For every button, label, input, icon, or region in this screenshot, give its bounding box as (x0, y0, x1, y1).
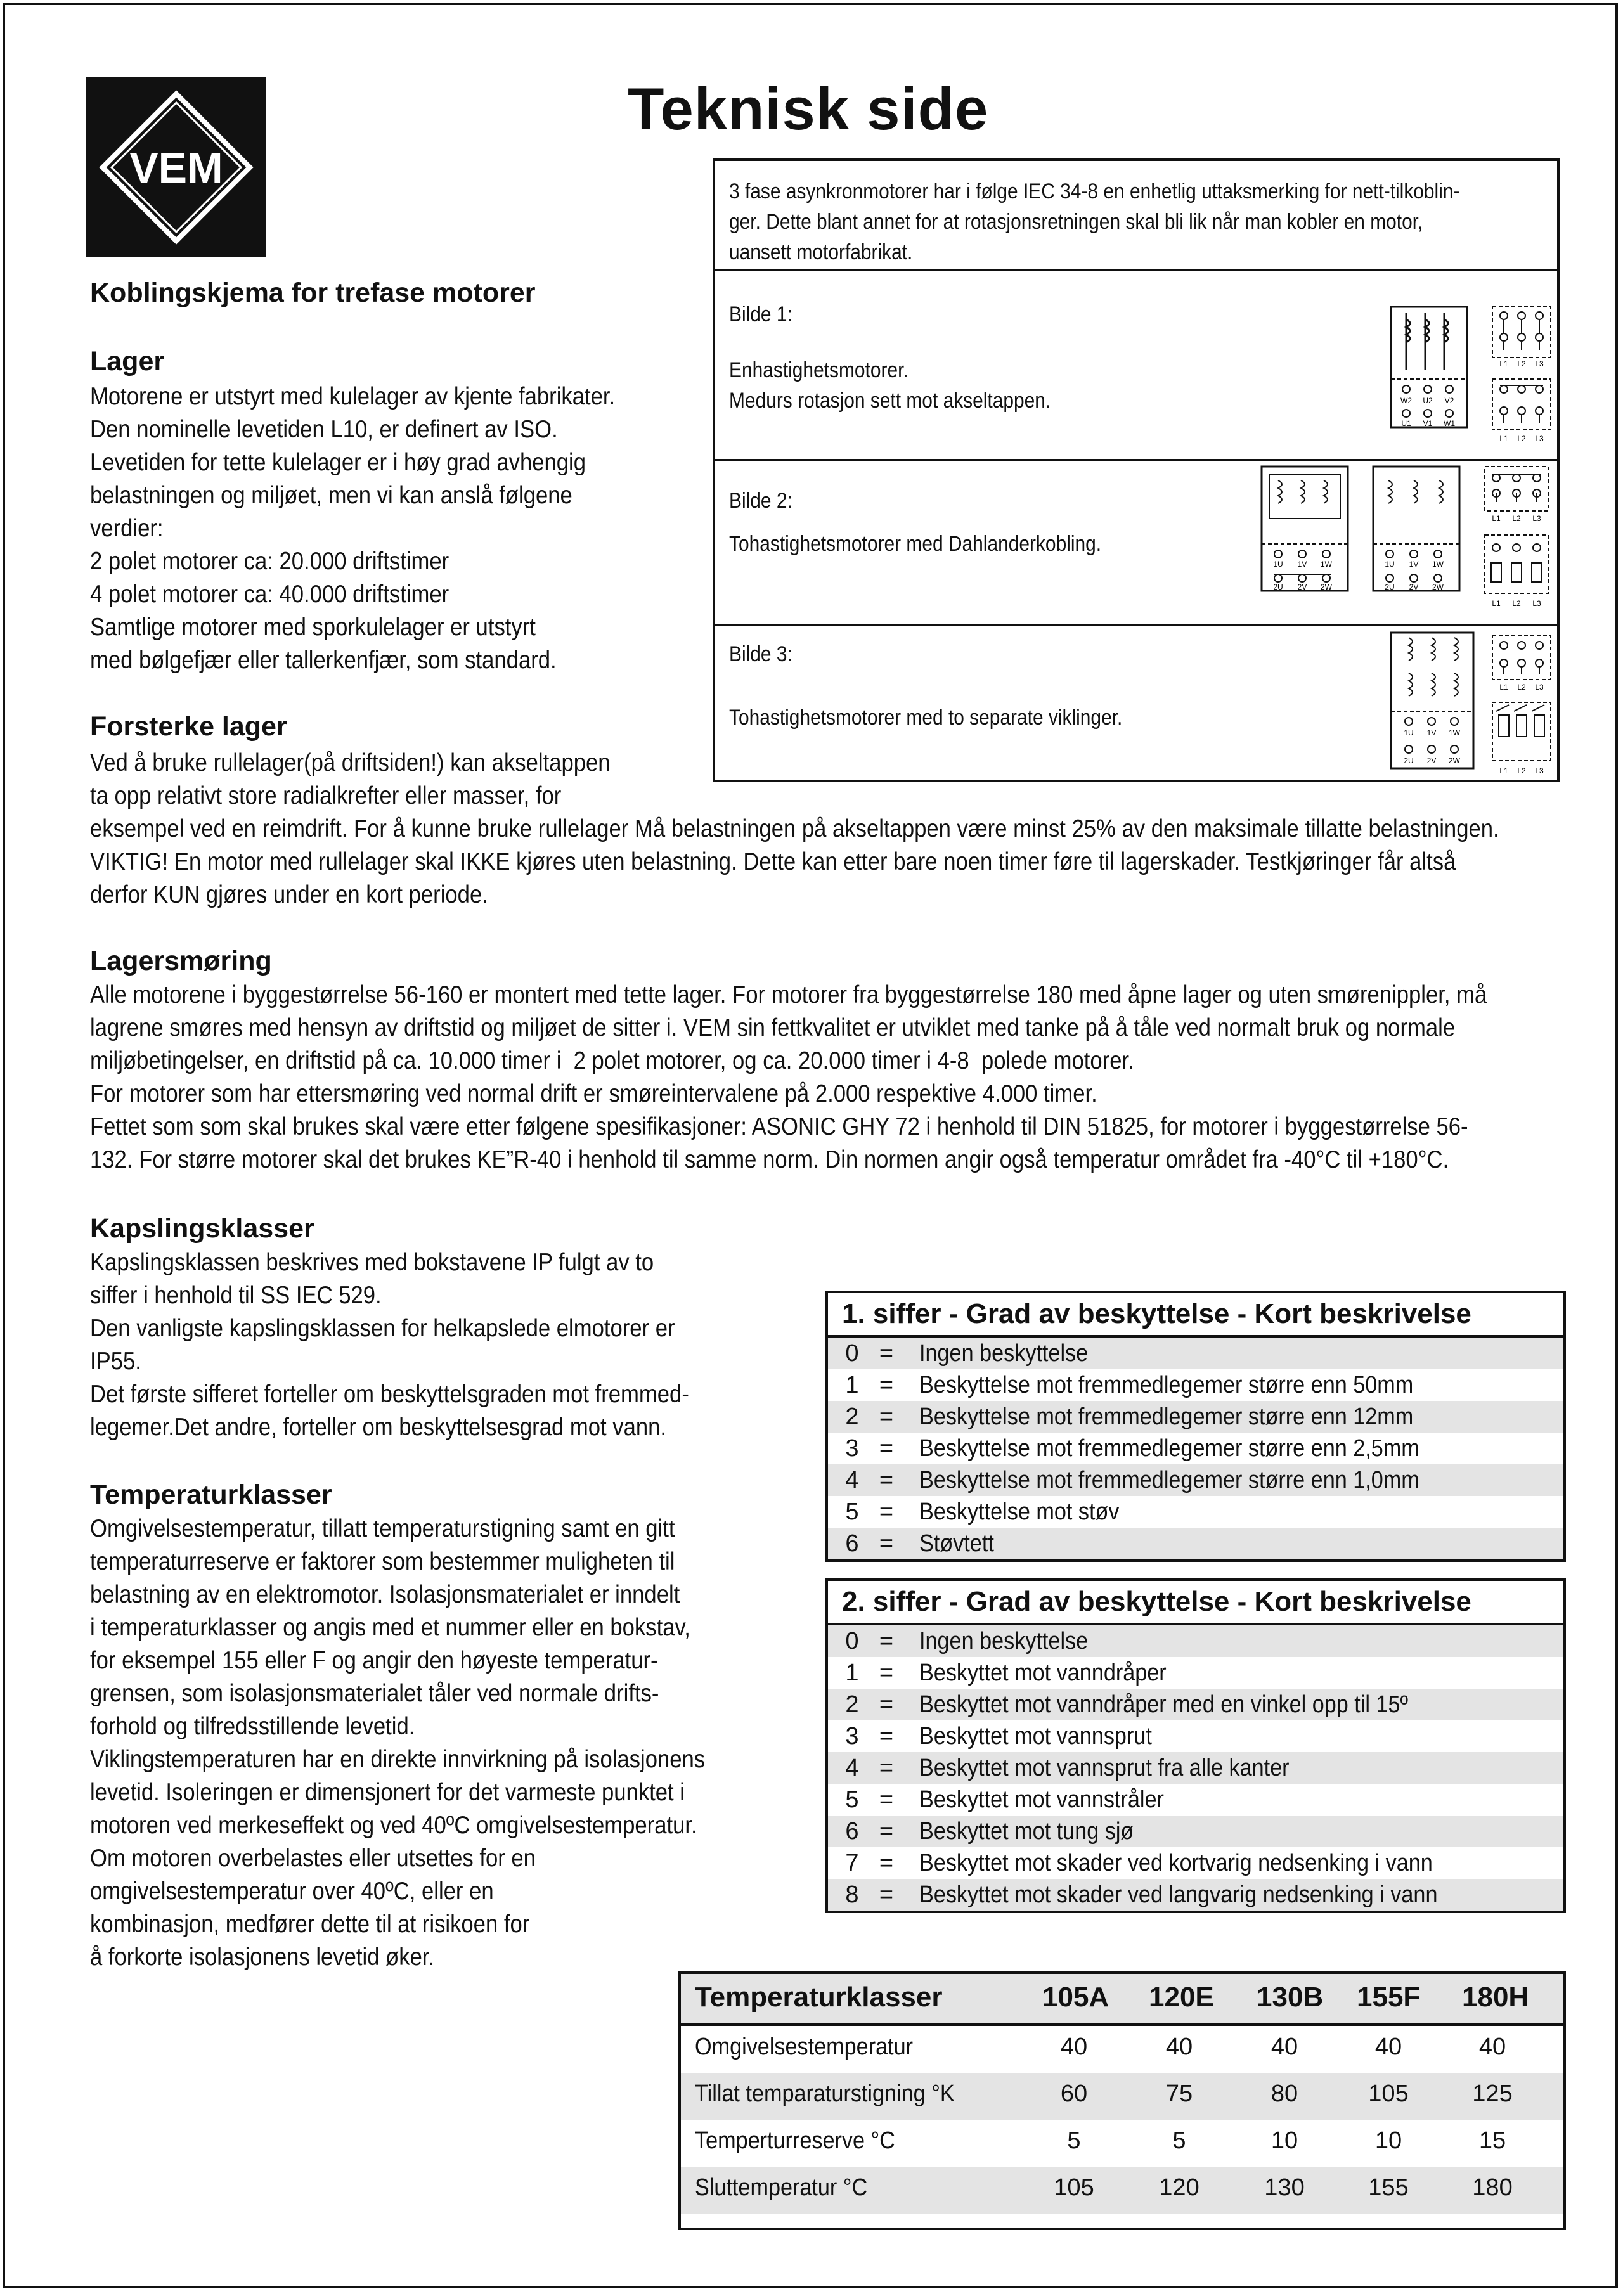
table-row: 0 = Ingen beskyttelse (828, 1338, 1563, 1369)
table-row: 4 = Beskyttelse mot fremmedlegemer større enn 1,0mm (828, 1464, 1563, 1496)
vem-logo (86, 77, 266, 257)
bilde3-text: Tohastighetsmotorer med to separate viklinger. (729, 706, 1123, 730)
table-row: 2 = Beskyttelse mot fremmedlegemer større enn 12mm (828, 1401, 1563, 1433)
kapsling-heading: Kapslingsklasser (90, 1213, 314, 1244)
line-label: L2 (1517, 434, 1526, 443)
temperatur-heading: Temperaturklasser (90, 1480, 332, 1510)
table-row: 1 = Beskyttelse mot fremmedlegemer større enn 50mm (845, 1372, 1414, 1398)
kapsling-text: Kapslingsklassen beskrives med bokstavene IP fulgt av to siffer i henhold til SS IEC 529. Den vanligste kapslingsklassen for helkapslede elmotorer er IP55. Det første sifferet forteller om beskyttelsgraden mot fremmed- legemer.Det andre, forteller om beskyttelsesgrad mot vann. (90, 1249, 689, 1441)
line-label: L1 (1499, 766, 1508, 775)
line-label: L3 (1535, 434, 1544, 443)
line-label: L1 (1499, 359, 1508, 368)
box-divider (715, 269, 1557, 271)
terminal-label: 1V (1409, 560, 1419, 569)
intro-text: 3 fase asynkronmotorer har i følge IEC 34-8 en enhetlig uttaksmerking for nett-tilkoblin- ger. Dette blant annet for at rotasjonsretningen skal bli lik når man kobler en motor, uansett motorfabrikat. (729, 179, 1460, 264)
line-label: L2 (1512, 599, 1521, 608)
table-row: Sluttemperatur °C 105 120 130 155 180 (681, 2167, 1563, 2214)
box-divider (715, 624, 1557, 626)
table-row: 6 = Beskyttet mot tung sjø (828, 1816, 1563, 1847)
column-header: 130B (1257, 1982, 1324, 2013)
table-row: 7 = Beskyttet mot skader ved kortvarig nedsenking i vann (845, 1850, 1433, 1876)
line-label: L2 (1517, 683, 1526, 692)
column-header: 155F (1357, 1982, 1421, 2013)
box-divider (715, 459, 1557, 461)
terminal-label: 2V (1409, 583, 1419, 591)
line-label: L2 (1517, 359, 1526, 368)
table-row: 4 = Beskyttet mot vannsprut fra alle kanter (828, 1752, 1563, 1784)
connection-info-box (713, 158, 1560, 782)
line-label: L1 (1492, 514, 1501, 523)
siffer2-heading: 2. siffer - Grad av beskyttelse - Kort beskrivelse (828, 1581, 1563, 1625)
logo-text: VEM (129, 144, 223, 192)
terminal-label: 2U (1385, 583, 1395, 591)
bilde2-text: Tohastighetsmotorer med Dahlanderkobling. (729, 532, 1102, 556)
table-row: 6 = Støvtett (828, 1528, 1563, 1559)
line-label: L2 (1517, 766, 1526, 775)
terminal-label: 1V (1426, 728, 1437, 737)
terminal-label: 1U (1273, 560, 1283, 569)
table-header (681, 1974, 1563, 2026)
line-label: L3 (1535, 683, 1544, 692)
table-row: 5 = Beskyttelse mot støv (845, 1499, 1120, 1525)
temperatur-text: Omgivelsestemperatur, tillatt temperaturstigning samt en gitt temperaturreserve er faktorer som bestemmer muligheten til belastning av en elektromotor. Isolasjonsmaterialet er inndelt i temperaturklasser og angis med et nummer eller en bokstav, for eksempel 155 eller F og angir den høyeste temperatur- grensen, som isolasjonsmaterialet tåler ved normale drifts- forhold og tilfredsstillende levetid. Viklingstemperaturen har en direkte innvirkning på isolasjonens levetid. Isoleringen er dimensjonert for det varmeste punktet i motoren ved merkeseffekt og ved 40ºC omgivelsestemperatur. Om motoren overbelastes eller utsettes for en omgivelsestemperatur over 40ºC, eller en kombinasjon, medfører dette til at risikoen for å forkorte isolasjonens levetid øker. (90, 1515, 706, 1971)
terminal-label: 1U (1385, 560, 1395, 569)
smoring-heading: Lagersmøring (90, 946, 272, 976)
siffer1-heading: 1. siffer - Grad av beskyttelse - Kort beskrivelse (828, 1293, 1563, 1338)
terminal-label: V1 (1423, 419, 1433, 428)
terminal-label: 2V (1297, 583, 1307, 591)
table-row: Tillat temparaturstigning °K 60 75 80 105 125 (681, 2073, 1563, 2120)
line-label: L1 (1499, 434, 1508, 443)
table-row: 8 = Beskyttet mot skader ved langvarig nedsenking i vann (828, 1879, 1563, 1911)
terminal-label: 1W (1449, 728, 1460, 737)
line-label: L3 (1532, 514, 1541, 523)
terminal-label: 2V (1426, 756, 1437, 765)
smoring-text: Alle motorene i byggestørrelse 56-160 er montert med tette lager. For motorer fra byggestørrelse 180 med åpne lager og uten smørenippler, må lagrene smøres med hensyn av driftstid og miljøet de sitter i. VEM sin fettkvalitet er utviklet med tanke på å tåle ved normalt bruk og normale miljøbetingelser, en driftstid på ca. 10.000 timer i 2 polet motorer, og ca. 20.000 timer i 4-8 polede motorer. For motorer som har ettersmøring ved normal drift er smøreintervalene på 2.000 respektive 4.000 timer. Fettet som som skal brukes skal være etter følgene spesifikasjoner: ASONIC GHY 72 i henhold til DIN 51825, for motorer i byggestørrelse 56- 132. For større motorer skal det brukes KE”R-40 i henhold til samme norm. Din normen angir også temperatur området fra -40°C til +180°C. (90, 981, 1487, 1173)
line-label: L3 (1532, 599, 1541, 608)
column-header: Temperaturklasser (695, 1982, 943, 2013)
siffer1-table (825, 1291, 1566, 1562)
terminal-label: U1 (1401, 419, 1411, 428)
column-header: 105A (1042, 1982, 1109, 2013)
terminal-label: 2U (1273, 583, 1283, 591)
column-header: 180H (1462, 1982, 1529, 2013)
table-row: 2 = Beskyttet mot vanndråper med en vinkel opp til 15º (828, 1689, 1563, 1720)
line-label: L3 (1535, 766, 1544, 775)
column-header: 120E (1149, 1982, 1214, 2013)
bilde1-label: Bilde 1: (729, 302, 792, 326)
terminal-label: 2W (1321, 583, 1332, 591)
terminal-label: W2 (1400, 396, 1412, 405)
lager-heading: Lager (90, 346, 165, 377)
line-label: L3 (1535, 359, 1544, 368)
bilde2-dahlander-diagram (1255, 461, 1560, 620)
terminal-label: 1U (1404, 728, 1414, 737)
table-row: Temperturreserve °C 5 5 10 10 15 (695, 2127, 1506, 2154)
terminal-label: 1W (1432, 560, 1444, 569)
table-row: 1 = Beskyttet mot vanndråper (845, 1660, 1167, 1686)
table-row: 5 = Beskyttet mot vannstråler (845, 1786, 1164, 1813)
terminal-label: 2W (1449, 756, 1460, 765)
terminal-label: W1 (1444, 419, 1455, 428)
terminal-label: 1W (1321, 560, 1332, 569)
table-row: 3 = Beskyttelse mot fremmedlegemer større enn 2,5mm (845, 1435, 1419, 1462)
table-row: 0 = Ingen beskyttelse (828, 1625, 1563, 1657)
lager-text: Motorene er utstyrt med kulelager av kjente fabrikater. Den nominelle levetiden L10, er definert av ISO. Levetiden for tette kulelager er i høy grad avhengig belastningen og miljøet, men vi kan anslå følgene verdier: 2 polet motorer ca: 20.000 driftstimer 4 polet motorer ca: 40.000 driftstimer Samtlige motorer med sporkulelager er utstyrt med bølgefjær eller tallerkenfjær, som standard. (90, 383, 616, 674)
bilde1-wiring-diagram (1387, 300, 1555, 453)
terminal-label: 2W (1432, 583, 1444, 591)
line-label: L1 (1499, 683, 1508, 692)
page-title: Teknisk side (628, 75, 989, 142)
terminal-label: U2 (1423, 396, 1433, 405)
line-label: L2 (1512, 514, 1521, 523)
bilde2-label: Bilde 2: (729, 489, 792, 513)
siffer2-table (825, 1578, 1566, 1913)
terminal-label: V2 (1444, 396, 1454, 405)
table-row: 3 = Beskyttet mot vannsprut (845, 1723, 1152, 1750)
forsterke-heading: Forsterke lager (90, 711, 287, 742)
table-row: Omgivelsestemperatur 40 40 40 40 40 (695, 2034, 1506, 2060)
forsterke-text: Ved å bruke rullelager(på driftsiden!) kan akseltappen ta opp relativt store radialkrefter eller masser, for eksempel ved en reimdrift. For å kunne bruke rullelager Må belastningen på akseltappen være minst 25% av den maksimale tillatte belastningen. VIKTIG! En motor med rullelager skal IKKE kjøres uten belastning. Dette kan etter bare noen timer føre til lagerskader. Testkjøringer får altså derfor KUN gjøres under en kort periode. (90, 749, 1499, 908)
bilde1-text: Enhastighetsmotorer. Medurs rotasjon sett mot akseltappen. (729, 358, 1051, 413)
terminal-label: 1V (1297, 560, 1307, 569)
temperature-class-table (678, 1971, 1566, 2230)
main-heading: Koblingskjema for trefase motorer (90, 278, 536, 308)
line-label: L1 (1492, 599, 1501, 608)
terminal-label: 2U (1404, 756, 1414, 765)
bilde3-label: Bilde 3: (729, 642, 792, 666)
